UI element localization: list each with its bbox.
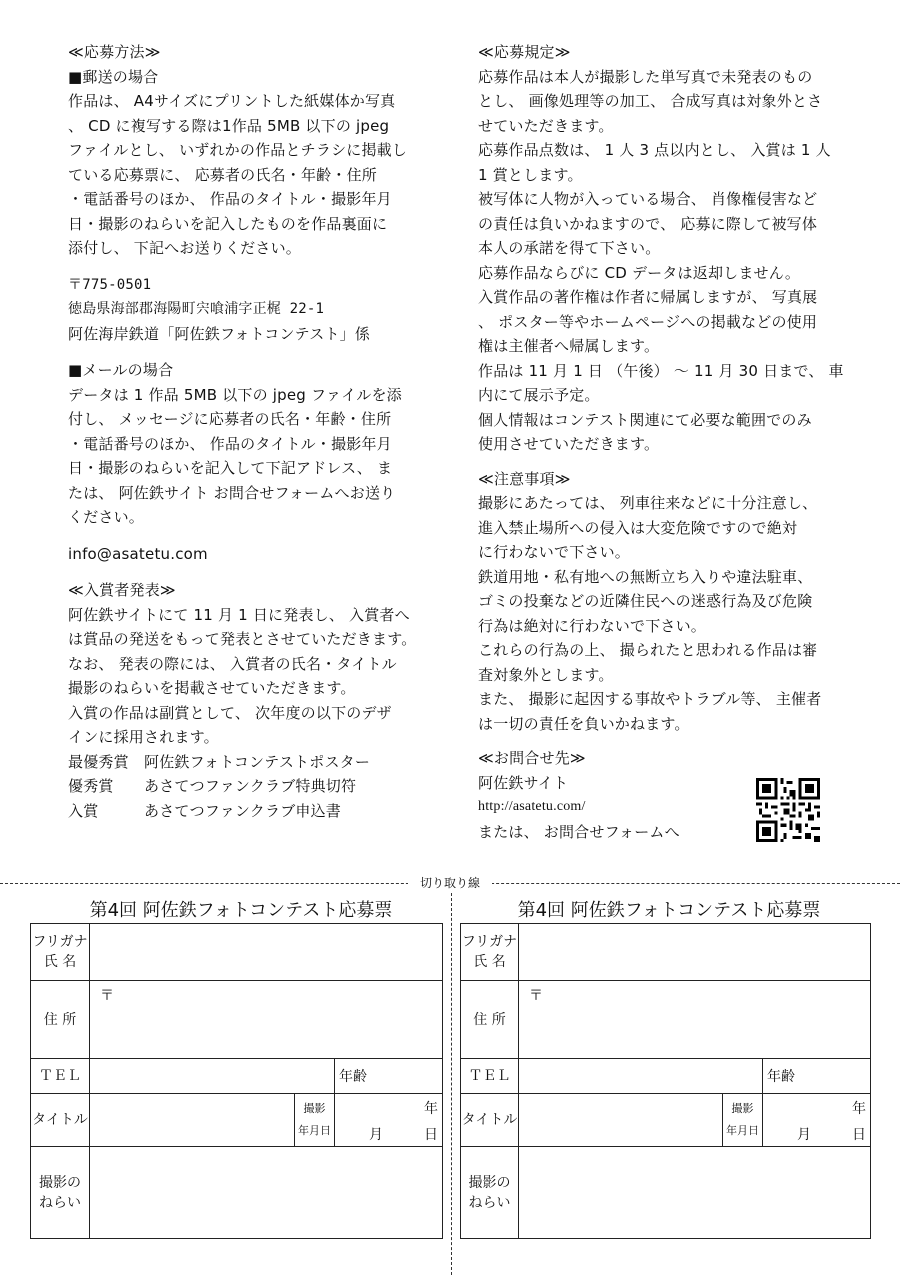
name-field[interactable] [90,924,443,981]
prize-reward: あさてつファンクラブ申込書 [144,801,342,820]
prize-name: 優秀賞 [68,777,114,795]
contact-site: 阿佐鉄サイト [478,773,569,792]
address-label: 住 所 [461,981,519,1059]
furigana-label: フリガナ [32,934,88,950]
email-title: ■メールの場合 [68,361,174,379]
shoot-date-label [723,1094,763,1147]
name-text: 氏 名 [473,954,506,970]
contact-title: ≪お問合せ先≫ [478,749,586,767]
name-field[interactable] [519,924,871,981]
method-title: ≪応募方法≫ [68,43,161,61]
rules-title: ≪応募規定≫ [478,43,571,61]
title-label: タイトル [31,1094,90,1147]
year-label: 年 [852,1101,866,1117]
cut-label: 切り取り線 [408,874,492,892]
email-body: データは 1 作品 5MB 以下の jpeg ファイルを添 付し、 メッセージに応募者の氏名・年齢・住所 ・電話番号のほか、 作品のタイトル・撮影年月 日・撮影のねらいを記入して下記アドレス、 ま たは、 阿佐鉄サイト お問合せフォームへお送り ください。 [68,385,402,526]
qr-code-icon [756,778,820,842]
age-label: 年齢 [339,1069,367,1085]
post-title: ■郵送の場合 [68,67,159,86]
aim-label-1: 撮影の [39,1174,81,1191]
winners-title: ≪入賞者発表≫ [68,581,176,599]
shoot-label: 撮影 [731,1102,754,1115]
contact-url[interactable]: http://asatetu.com/ [478,799,586,814]
name-label [31,924,90,981]
form-title-left: 第4回 阿佐鉄フォトコンテスト応募票 [89,900,393,921]
mail-recipient: 阿佐海岸鉄道「阿佐鉄フォトコンテスト」係 [68,324,371,343]
mail-address: 徳島県海部郡海陽町宍喰浦字正梶 22-1 [68,301,325,317]
address-field[interactable] [90,981,443,1059]
right-column [478,40,850,844]
post-body: 作品は、 A4サイズにプリントした紙媒体か写真 、 CD に複写する際は1作品 5MB 以下の jpeg ファイルとし、 いずれかの作品とチラシに掲載し ている応募票に、 応募者の氏名・年齢・住所 ・電話番号のほか、 作品のタイトル・撮影年月 日・撮影のねらいを記入したものを作品裏面に 添付し、 下記へお送りください。 [68,92,408,257]
form-title-right: 第4回 阿佐鉄フォトコンテスト応募票 [517,900,821,921]
zip-mark: 〒 [100,988,114,1004]
age-label: 年齢 [767,1069,795,1085]
entry-form-right [460,923,871,1239]
address-field[interactable] [519,981,871,1059]
date-label: 年月日 [726,1124,759,1137]
tel-label: ＴＥＬ [31,1059,90,1094]
title-label: タイトル [461,1094,519,1147]
postal-code: 〒775-0501 [68,276,152,293]
left-column [68,40,423,823]
date-label: 年月日 [298,1124,331,1137]
name-text: 氏 名 [43,954,77,970]
tel-field[interactable] [90,1059,335,1094]
prize-reward: あさてつファンクラブ特典切符 [144,777,357,795]
shoot-label: 撮影 [303,1102,326,1115]
day-label: 日 [424,1127,438,1143]
rules-body: 応募作品は本人が撮影した単写真で未発表のもの とし、 画像処理等の加工、 合成写真は対象外とさ せていただきます。 応募作品点数は、 1 人 3 点以内とし、 入賞は 1 人 1 賞とします。 被写体に人物が入っている場合、 肖像権侵害など の責任は負いかねますので、 応募に際して被写体 本人の承諾を得て下さい。 応募作品ならびに CD データは返却しません。 入賞作品の著作権は作者に帰属しますが、 写真展 、 ポスター等やホームページへの掲載などの使用 権は主催者へ帰属します。 作品は 11 月 1 日 （午後） ～ 11 月 30 日まで、 車 内にて展示予定。 個人情報はコンテスト関連にて必要な範囲でのみ 使用させていただきます。 [478,67,844,453]
aim-label-2: ねらい [468,1194,511,1211]
vertical-cut-line [451,893,452,1275]
day-label: 日 [852,1127,866,1143]
month-label: 月 [797,1127,811,1143]
prize-name: 入賞 [68,801,99,820]
furigana-label: フリガナ [461,934,518,950]
email-address[interactable]: info@asatetu.com [68,544,208,563]
aim-label-1: 撮影の [468,1174,511,1191]
aim-field[interactable] [90,1147,443,1239]
tel-field[interactable] [519,1059,763,1094]
year-label: 年 [424,1101,438,1117]
month-label: 月 [369,1127,383,1143]
prize-name: 最優秀賞 [68,752,129,771]
prize-reward: 阿佐鉄フォトコンテストポスター [144,752,371,771]
age-field[interactable] [335,1059,443,1094]
name-label [461,924,519,981]
zip-mark: 〒 [529,988,543,1004]
aim-label [31,1147,90,1239]
aim-label-2: ねらい [39,1194,81,1211]
address-label: 住 所 [31,981,90,1059]
aim-label [461,1147,519,1239]
shoot-date-field[interactable] [763,1094,871,1147]
tel-label: ＴＥＬ [461,1059,519,1094]
entry-form-left [30,923,443,1239]
prize-row [68,774,423,799]
shoot-date-label [295,1094,335,1147]
shoot-date-field[interactable] [335,1094,443,1147]
prize-row [68,750,423,775]
winners-body: 阿佐鉄サイトにて 11 月 1 日に発表し、 入賞者へ は賞品の発送をもって発表とさせていただきます。 なお、 発表の際には、 入賞者の氏名・タイトル 撮影のねらいを掲載させていただきます。 入賞の作品は副賞として、 次年度の以下のデザ インに採用されます。 [68,605,417,746]
age-field[interactable] [763,1059,871,1094]
caution-title: ≪注意事項≫ [478,469,571,488]
title-field[interactable] [90,1094,295,1147]
caution-body: 撮影にあたっては、 列車往来などに十分注意し、 進入禁止場所への侵入は大変危険ですので絶対 に行わないで下さい。 鉄道用地・私有地への無断立ち入りや違法駐車、 ゴミの投棄などの近隣住民への迷惑行為及び危険 行為は絶対に行わないで下さい。 これらの行為の上、 撮られたと思われる作品は審 査対象外とします。 また、 撮影に起因する事故やトラブル等、 主催者 は一切の責任を負いかねます。 [478,494,822,733]
prize-row [68,799,423,824]
contact-form: または、 お問合せフォームへ [478,822,680,841]
title-field[interactable] [519,1094,723,1147]
aim-field[interactable] [519,1147,871,1239]
